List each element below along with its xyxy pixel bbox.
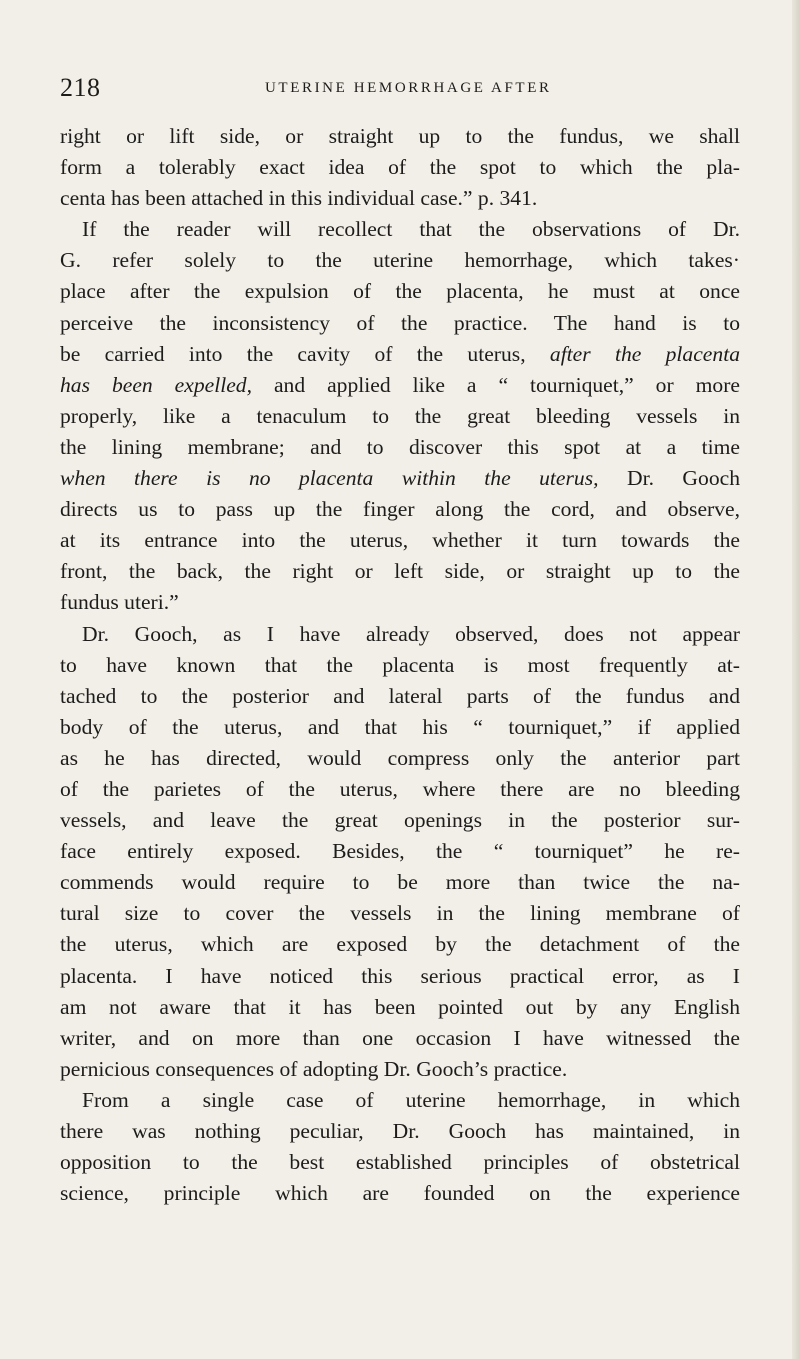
text-line <box>60 401 740 432</box>
line-text: place after the expulsion of the placenta, he must at once <box>60 279 740 304</box>
line-text: and applied like a “ tourniquet,” or more <box>252 372 740 397</box>
text-line <box>60 992 740 1023</box>
text-line <box>60 743 740 774</box>
text-line <box>60 774 740 805</box>
text-line <box>60 494 740 525</box>
text-line <box>60 463 740 494</box>
text-line <box>60 556 740 587</box>
line-text: commends would require to be more than twice the na- <box>60 870 740 895</box>
text-line <box>60 183 740 214</box>
text-line <box>60 432 740 463</box>
line-text: directs us to pass up the finger along the cord, and observe, <box>60 497 740 522</box>
italic-text: when there is no placenta within the uterus, <box>60 466 599 491</box>
line-text: From a single case of uterine hemorrhage, in which <box>82 1087 740 1112</box>
line-text: as he has directed, would compress only the anterior part <box>60 745 740 770</box>
line-text: the uterus, which are exposed by the detachment of the <box>60 932 740 957</box>
text-line <box>60 650 740 681</box>
body-text <box>60 121 740 1209</box>
line-text: to have known that the placenta is most frequently at- <box>60 652 740 677</box>
text-line <box>60 121 740 152</box>
line-text: centa has been attached in this individual case.” p. 341. <box>60 186 538 211</box>
line-text: the lining membrane; and to discover this spot at a time <box>60 434 740 459</box>
running-title: UTERINE HEMORRHAGE AFTER <box>265 80 552 96</box>
line-text: vessels, and leave the great openings in the posterior sur- <box>60 808 740 833</box>
text-line <box>60 525 740 556</box>
page-edge <box>792 0 800 1359</box>
text-line <box>60 681 740 712</box>
text-line <box>60 308 740 339</box>
text-line <box>60 587 740 618</box>
line-text: fundus uteri.” <box>60 590 179 615</box>
line-text: am not aware that it has been pointed out by any English <box>60 994 740 1019</box>
line-text: tached to the posterior and lateral parts of the fundus and <box>60 683 740 708</box>
line-text: G. refer solely to the uterine hemorrhage, which takes· <box>60 248 740 273</box>
text-line <box>60 805 740 836</box>
page-number: 218 <box>60 73 101 102</box>
line-text: right or lift side, or straight up to the fundus, we shall <box>60 124 740 148</box>
text-line <box>60 276 740 307</box>
text-line <box>60 961 740 992</box>
line-text: Dr. Gooch, as I have already observed, does not appear <box>82 621 740 646</box>
line-text: of the parietes of the uterus, where there are no bleeding <box>60 776 740 801</box>
line-text: properly, like a tenaculum to the great bleeding vessels in <box>60 403 740 428</box>
line-text: writer, and on more than one occasion I have witnessed the <box>60 1025 740 1050</box>
text-line <box>60 245 740 276</box>
text-line <box>60 1085 740 1116</box>
text-line <box>60 1023 740 1054</box>
text-line <box>60 152 740 183</box>
line-text: science, principle which are founded on the experience <box>60 1181 740 1206</box>
text-line <box>60 339 740 370</box>
text-line <box>60 370 740 401</box>
line-text: placenta. I have noticed this serious practical error, as I <box>60 963 740 988</box>
line-text: tural size to cover the vessels in the lining membrane of <box>60 901 740 926</box>
italic-text: after the placenta <box>549 341 740 366</box>
text-line <box>60 214 740 245</box>
line-text: pernicious consequences of adopting Dr. Gooch’s practice. <box>60 1056 568 1081</box>
text-line <box>60 712 740 743</box>
line-text: front, the back, the right or left side, or straight up to the <box>60 559 740 584</box>
page-header <box>60 68 740 108</box>
text-line <box>60 898 740 929</box>
text-line <box>60 929 740 960</box>
line-text: opposition to the best established principles of obstetrical <box>60 1150 740 1175</box>
text-line <box>60 1147 740 1178</box>
line-text: If the reader will recollect that the observations of Dr. <box>82 217 740 242</box>
line-text: at its entrance into the uterus, whether it turn towards the <box>60 528 740 553</box>
line-text: body of the uterus, and that his “ tourniquet,” if applied <box>60 714 740 739</box>
text-line <box>60 836 740 867</box>
text-line <box>60 1178 740 1209</box>
text-line <box>60 619 740 650</box>
line-text: form a tolerably exact idea of the spot to which the pla- <box>60 155 740 180</box>
text-line <box>60 867 740 898</box>
line-text: perceive the inconsistency of the practice. The hand is to <box>60 310 740 335</box>
line-text: face entirely exposed. Besides, the “ tourniquet” he re- <box>60 839 740 864</box>
text-line <box>60 1116 740 1147</box>
line-text: there was nothing peculiar, Dr. Gooch has maintained, in <box>60 1119 740 1143</box>
line-text: be carried into the cavity of the uterus, <box>60 341 550 366</box>
text-line <box>60 1054 740 1085</box>
line-text: Dr. Gooch <box>598 466 741 491</box>
italic-text: has been expelled, <box>60 372 252 397</box>
